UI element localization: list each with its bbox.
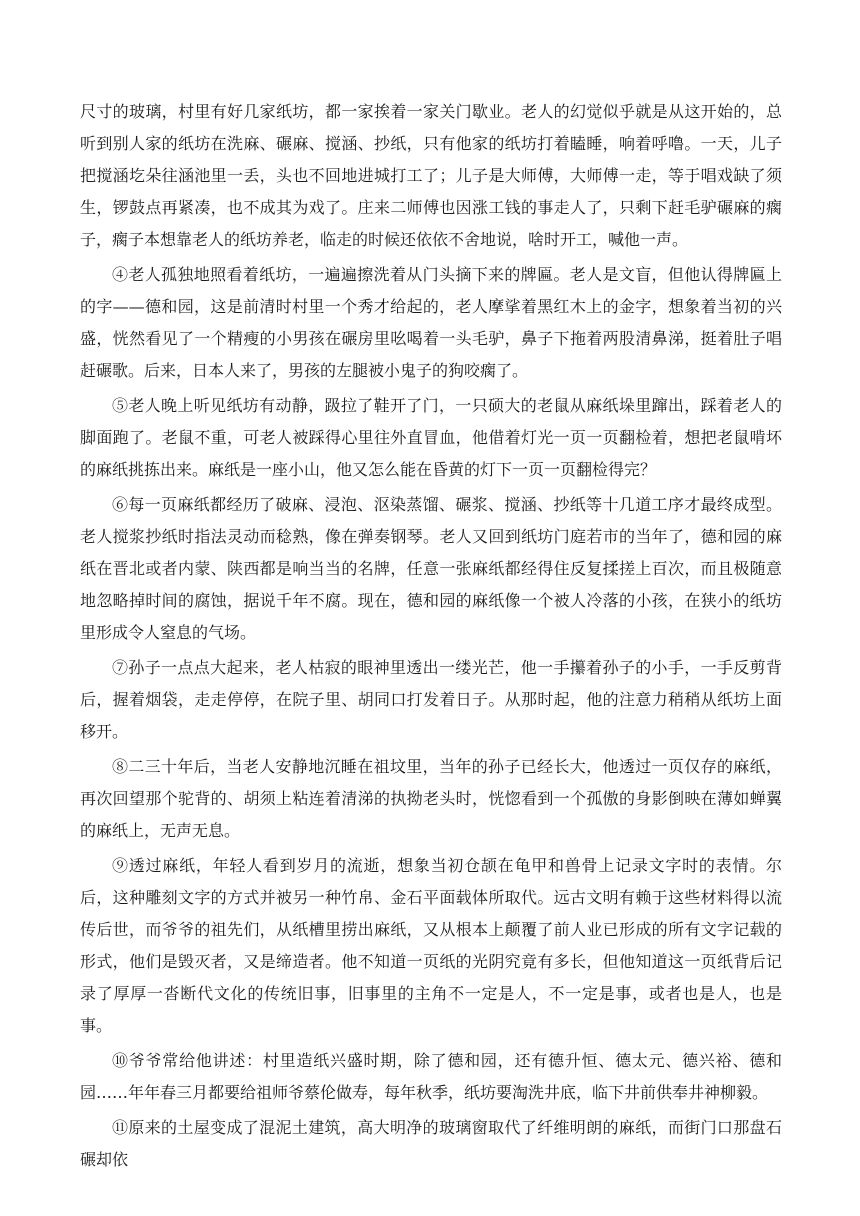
paragraph-5: ⑤老人晚上听见纸坊有动静，趿拉了鞋开了门，一只硕大的老鼠从麻纸垛里蹿出，踩着老人的脚面跑了。老鼠不重，可老人被踩得心里往外直冒血，他借着灯光一页一页翻检着，想把老鼠啃坏的麻纸挑拣出来。麻纸是一座小山，他又怎么能在昏黄的灯下一页一页翻检得完？: [80, 396, 782, 479]
paragraph-4: ④老人孤独地照看着纸坊，一遍遍擦洗着从门头摘下来的牌匾。老人是文盲，但他认得牌匾上的字——德和园，这是前清时村里一个秀才给起的，老人摩挲着黑红木上的金字，想象着当初的兴盛，恍然看见了一个精瘦的小男孩在碾房里吆喝着一头毛驴，鼻子下拖着两股清鼻涕，挺着肚子唱赶碾歌。后来，日本人来了，男孩的左腿被小鬼子的狗咬瘸了。: [80, 265, 782, 380]
paragraph-7: ⑦孙子一点点大起来，老人枯寂的眼神里透出一缕光芒，他一手攥着孙子的小手，一手反剪背后，握着烟袋，走走停停，在院子里、胡同口打发着日子。从那时起，他的注意力稍稍从纸坊上面移开。: [80, 658, 782, 741]
paragraph-11: ⑪原来的土屋变成了混泥土建筑，高大明净的玻璃窗取代了纤维明朗的麻纸，而街门口那盘石碾却依: [80, 1118, 782, 1169]
paragraph-6: ⑥每一页麻纸都经历了破麻、浸泡、沤染蒸馏、碾浆、搅涵、抄纸等十几道工序才最终成型。老人搅浆抄纸时指法灵动而稔熟，像在弹奏钢琴。老人又回到纸坊门庭若市的当年了，德和园的麻纸在晋北或者内蒙、陕西都是响当当的名牌，任意一张麻纸都经得住反复揉搓上百次，而且极随意地忽略掉时间的腐蚀，据说千年不腐。现在，德和园的麻纸像一个被人冷落的小孩，在狭小的纸坊里形成令人窒息的气场。: [80, 495, 782, 642]
paragraph-8: ⑧二三十年后，当老人安静地沉睡在祖坟里，当年的孙子已经长大，他透过一页仅存的麻纸，再次回望那个驼背的、胡须上粘连着清涕的执拗老头时，恍惚看到一个孤傲的身影倒映在薄如蝉翼的麻纸上，无声无息。: [80, 757, 782, 840]
paragraph-10: ⑩爷爷常给他讲述：村里造纸兴盛时期，除了德和园，还有德升恒、德太元、德兴裕、德和园……年年春三月都要给祖师爷蔡伦做寿，每年秋季，纸坊要淘洗井底，临下井前供奉井神柳毅。: [80, 1051, 782, 1102]
article-body: [80, 96, 782, 1179]
paragraph-continued: 尺寸的玻璃，村里有好几家纸坊，都一家挨着一家关门歇业。老人的幻觉似乎就是从这开始的，总听到别人家的纸坊在洗麻、碾麻、搅涵、抄纸，只有他家的纸坊打着瞌睡，响着呼噜。一天，儿子把搅涵圪朵往涵池里一丢，头也不回地进城打工了；儿子是大师傅，大师傅一走，等于唱戏缺了须生，锣鼓点再紧凑，也不成其为戏了。庄来二师傅也因涨工钱的事走人了，只剩下赶毛驴碾麻的瘸子，瘸子本想靠老人的纸坊养老，临走的时候还依依不舍地说，啥时开工，喊他一声。: [80, 102, 782, 249]
paragraph-9: ⑨透过麻纸，年轻人看到岁月的流逝，想象当初仓颉在龟甲和兽骨上记录文字时的表情。尔后，这种雕刻文字的方式并被另一种竹帛、金石平面载体所取代。远古文明有赖于这些材料得以流传后世，而爷爷的祖先们，从纸槽里捞出麻纸，又从根本上颠覆了前人业已形成的所有文字记载的形式，他们是毁灭者，又是缔造者。他不知道一页纸的光阴究竟有多长，但他知道这一页纸背后记录了厚厚一沓断代文化的传统旧事，旧事里的主角不一定是人，不一定是事，或者也是人，也是事。: [80, 856, 782, 1035]
